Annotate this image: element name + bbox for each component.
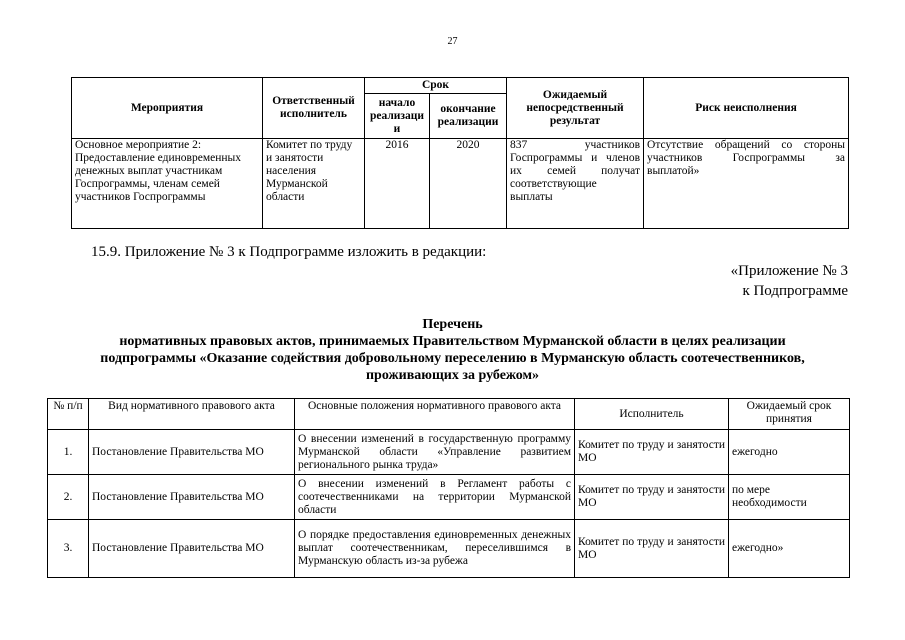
appendix-note-line1: «Приложение № 3 xyxy=(730,263,848,279)
header-act-type: Вид нормативного правового акта xyxy=(89,399,295,430)
table-row xyxy=(48,520,850,578)
executor-cell: Комитет по труду и занятости населения Мурманской области xyxy=(263,139,365,229)
risk-cell: Отсутствие обращений со стороны участников Госпрограммы за выплатой» xyxy=(644,139,849,229)
act-type-cell: Постановление Правительства МО xyxy=(89,475,295,520)
header-risk: Риск неисполнения xyxy=(644,78,849,139)
appendix-note xyxy=(731,261,848,301)
end-year-cell: 2020 xyxy=(430,139,507,229)
legal-acts-table xyxy=(47,398,850,578)
list-heading-line2: нормативных правовых актов, принимаемых Правительством Мурманской области в целях реализации xyxy=(119,334,786,349)
row-num: 3. xyxy=(48,520,89,578)
provisions-cell: О порядке предоставления единовременных денежных выплат соотечественникам, переселившимся в Мурманскую область из-за рубежа xyxy=(295,520,575,578)
executor-cell: Комитет по труду и занятости МО xyxy=(575,475,729,520)
act-type-cell: Постановление Правительства МО xyxy=(89,430,295,475)
list-heading-title: Перечень xyxy=(422,317,483,332)
row-num: 1. xyxy=(48,430,89,475)
provisions-cell: О внесении изменений в Регламент работы с соотечественниками на территории Мурманской области xyxy=(295,475,575,520)
executor-cell: Комитет по труду и занятости МО xyxy=(575,520,729,578)
result-cell: 837 участников Госпрограммы и членов их семей получат соответствующие выплаты xyxy=(507,139,644,229)
provisions-cell: О внесении изменений в государственную программу Мурманской области «Управление развитием регионального рынка труда» xyxy=(295,430,575,475)
measure-cell: Основное мероприятие 2: Предоставление единовременных денежных выплат участникам Госпрограммы, членам семей участников Госпрограммы xyxy=(72,139,263,229)
table-row xyxy=(48,430,850,475)
measures-table xyxy=(71,77,849,229)
paragraph-15-9: 15.9. Приложение № 3 к Подпрограмме изложить в редакции: xyxy=(91,244,487,260)
list-heading xyxy=(0,316,905,384)
term-cell: ежегодно» xyxy=(729,520,850,578)
term-cell: по мере необходимости xyxy=(729,475,850,520)
list-heading-line4: проживающих за рубежом» xyxy=(365,368,539,383)
header-end: окончание реализации xyxy=(430,94,507,139)
header-start: начало реализаци и xyxy=(365,94,430,139)
page-number: 27 xyxy=(447,36,458,47)
appendix-note-line2: к Подпрограмме xyxy=(742,283,848,299)
header-provisions: Основные положения нормативного правового акта xyxy=(295,399,575,430)
start-year-cell: 2016 xyxy=(365,139,430,229)
table-row xyxy=(72,139,849,229)
table-row xyxy=(48,475,850,520)
header-term: Ожидаемый срок принятия xyxy=(729,399,850,430)
header-num: № п/п xyxy=(48,399,89,430)
header-result: Ожидаемый непосредственный результат xyxy=(507,78,644,139)
executor-cell: Комитет по труду и занятости МО xyxy=(575,430,729,475)
act-type-cell: Постановление Правительства МО xyxy=(89,520,295,578)
header-term: Срок xyxy=(365,78,507,94)
header-executor: Ответственный исполнитель xyxy=(263,78,365,139)
list-heading-line3: подпрограммы «Оказание содействия добровольному переселению в Мурманскую область соотечественников, xyxy=(100,351,805,366)
header-executor: Исполнитель xyxy=(575,399,729,430)
header-measures: Мероприятия xyxy=(72,78,263,139)
term-cell: ежегодно xyxy=(729,430,850,475)
row-num: 2. xyxy=(48,475,89,520)
